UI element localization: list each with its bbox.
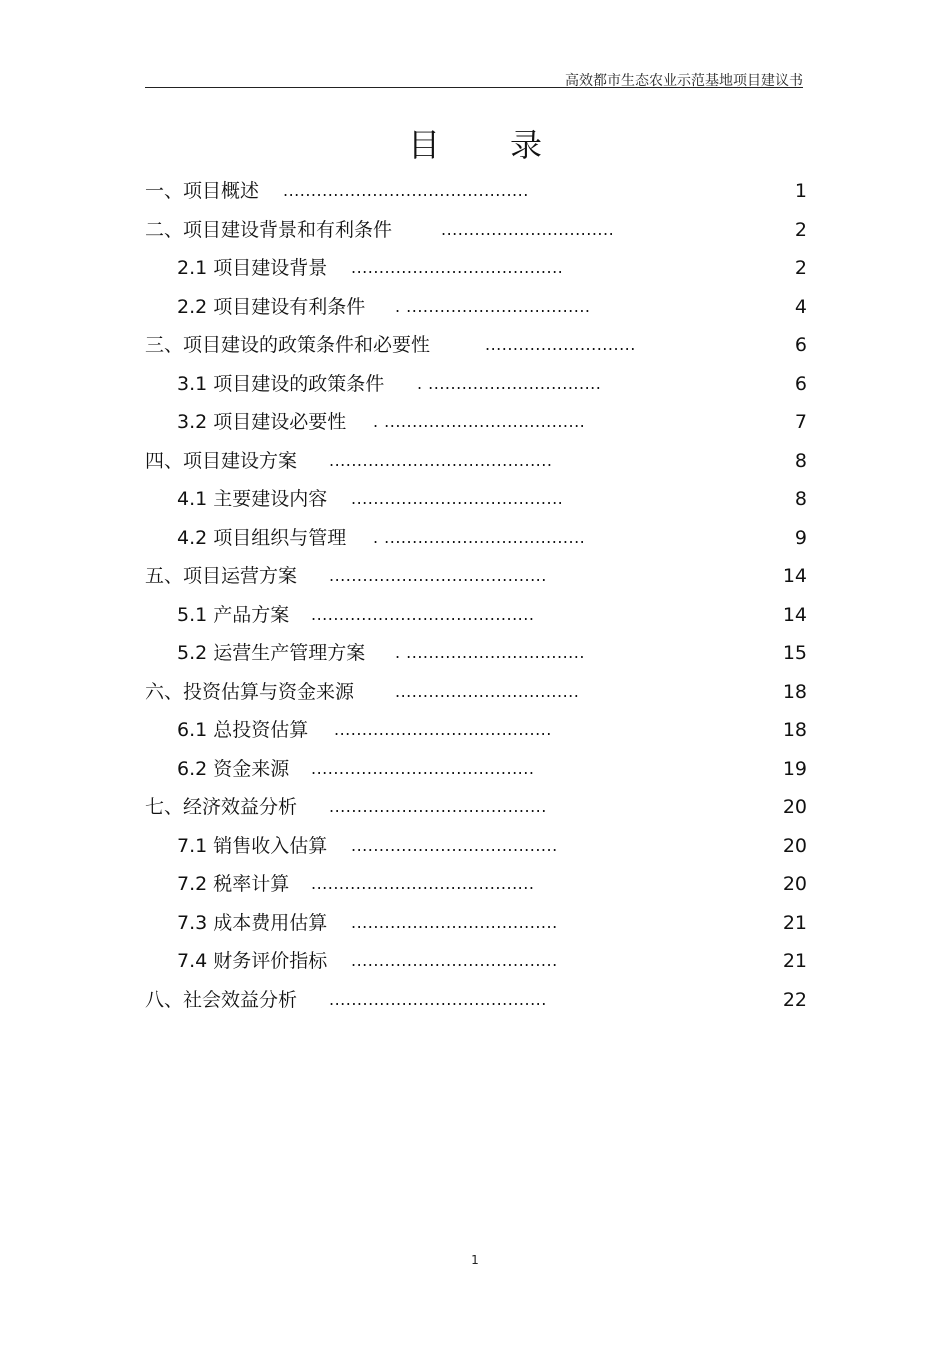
toc-entry-page: 1 — [794, 180, 807, 202]
toc-entry-leader-dots: . ............................... — [417, 373, 602, 393]
toc-entry-leader-dots: ............................................ — [283, 181, 529, 200]
toc-entry-leader-dots: ........................................ — [311, 758, 535, 778]
toc-entry-label: 一、项目概述 — [145, 180, 260, 202]
toc-entry-page: 6 — [794, 372, 807, 395]
toc-entry-page: 18 — [782, 680, 807, 703]
toc-entry-page: 8 — [794, 488, 807, 510]
toc-entry-leader-dots: . .................................... — [373, 527, 586, 547]
toc-entry-page: 22 — [782, 988, 807, 1011]
toc-entry-page: 21 — [782, 950, 807, 972]
toc-entry[interactable] — [145, 792, 807, 831]
toc-entry-page: 9 — [794, 526, 807, 549]
toc-entry-label: 6.2 资金来源 — [177, 757, 290, 780]
toc-entry-label: 二、项目建设背景和有利条件 — [145, 218, 393, 241]
toc-entry[interactable] — [145, 677, 807, 716]
toc-entry-page: 20 — [782, 873, 807, 895]
toc-entry-leader-dots: ....................................... — [329, 797, 547, 816]
toc-entry-leader-dots: ........................................ — [329, 450, 553, 470]
toc-entry-leader-dots: ...................................... — [351, 489, 564, 508]
toc-entry[interactable] — [145, 946, 807, 985]
page-number: 1 — [471, 1253, 479, 1267]
toc-entry[interactable] — [145, 523, 807, 562]
toc-entry-leader-dots: ................................. — [395, 681, 580, 701]
toc-entry-label: 5.2 运营生产管理方案 — [177, 642, 366, 664]
toc-entry[interactable] — [145, 484, 807, 523]
toc-entry-leader-dots: ....................................... — [334, 720, 552, 739]
toc-entry-page: 14 — [782, 565, 807, 587]
toc-entry-label: 三、项目建设的政策条件和必要性 — [145, 334, 431, 356]
header-rule — [145, 87, 803, 88]
toc-entry-page: 2 — [794, 257, 807, 279]
toc-entry-page: 15 — [782, 642, 807, 664]
toc-entry-leader-dots: . ................................. — [395, 296, 591, 316]
toc-entry-page: 8 — [794, 449, 807, 472]
toc-entry[interactable] — [145, 407, 807, 446]
toc-entry-leader-dots: ..................................... — [351, 951, 558, 970]
toc-entry-page: 6 — [794, 334, 807, 356]
toc-entry-label: 4.1 主要建设内容 — [177, 488, 328, 510]
toc-entry-page: 21 — [782, 911, 807, 934]
toc-entry-label: 7.3 成本费用估算 — [177, 911, 328, 934]
toc-entry-leader-dots: ..................................... — [351, 835, 558, 855]
toc-entry-label: 7.2 税率计算 — [177, 873, 290, 895]
toc-entry-page: 14 — [782, 603, 807, 626]
toc-entry-label: 2.2 项目建设有利条件 — [177, 295, 366, 318]
toc-entry-leader-dots: ....................................... — [329, 989, 547, 1009]
toc-entry-leader-dots: ........................................ — [311, 874, 535, 893]
toc-entry-leader-dots: . ................................ — [395, 643, 585, 662]
toc-entry[interactable] — [145, 253, 807, 292]
toc-entry-label: 4.2 项目组织与管理 — [177, 526, 347, 549]
toc-entry[interactable] — [145, 600, 807, 639]
toc-entry-label: 八、社会效益分析 — [145, 988, 298, 1011]
toc-entry-leader-dots: ........................... — [485, 335, 636, 354]
toc-entry-page: 4 — [794, 295, 807, 318]
toc-entry-page: 7 — [794, 411, 807, 433]
toc-entry-leader-dots: ............................... — [441, 219, 615, 239]
toc-entry-page: 19 — [782, 757, 807, 780]
toc-entry-label: 七、经济效益分析 — [145, 796, 298, 818]
toc-entry-page: 20 — [782, 834, 807, 857]
toc-entry-leader-dots: ........................................ — [311, 604, 535, 624]
toc-entry-leader-dots: ....................................... — [329, 566, 547, 585]
toc-entry[interactable] — [145, 292, 807, 331]
toc-title: 目录 — [407, 126, 612, 164]
running-header: 高效都市生态农业示范基地项目建议书 — [565, 73, 803, 89]
toc-entry-label: 2.1 项目建设背景 — [177, 257, 328, 279]
toc-entry-label: 7.4 财务评价指标 — [177, 950, 328, 972]
toc-entry[interactable] — [145, 908, 807, 947]
toc-entry[interactable] — [145, 715, 807, 754]
toc-entry[interactable] — [145, 754, 807, 793]
toc-entry-label: 5.1 产品方案 — [177, 603, 290, 626]
toc-entry[interactable] — [145, 831, 807, 870]
toc-entry-page: 18 — [782, 719, 807, 741]
toc-entry[interactable] — [145, 638, 807, 677]
toc-entry-leader-dots: ...................................... — [351, 258, 564, 277]
toc-entry-page: 20 — [782, 796, 807, 818]
toc-entry[interactable] — [145, 985, 807, 1024]
toc-entry-page: 2 — [794, 218, 807, 241]
toc-entry[interactable] — [145, 215, 807, 254]
toc-entry[interactable] — [145, 446, 807, 485]
toc-entry-label: 六、投资估算与资金来源 — [145, 680, 355, 703]
toc-entry-leader-dots: ..................................... — [351, 912, 558, 932]
toc-entry-label: 3.2 项目建设必要性 — [177, 411, 347, 433]
toc-entry-label: 五、项目运营方案 — [145, 565, 298, 587]
toc-entry-label: 7.1 销售收入估算 — [177, 834, 328, 857]
toc-entry[interactable] — [145, 330, 807, 369]
toc-entry[interactable] — [145, 561, 807, 600]
toc-entry-label: 四、项目建设方案 — [145, 449, 298, 472]
toc-entry-label: 6.1 总投资估算 — [177, 719, 309, 741]
toc-entry-leader-dots: . .................................... — [373, 412, 586, 431]
table-of-contents — [145, 176, 807, 1023]
toc-entry[interactable] — [145, 869, 807, 908]
toc-entry-label: 3.1 项目建设的政策条件 — [177, 372, 385, 395]
toc-entry[interactable] — [145, 369, 807, 408]
toc-entry[interactable] — [145, 176, 807, 215]
